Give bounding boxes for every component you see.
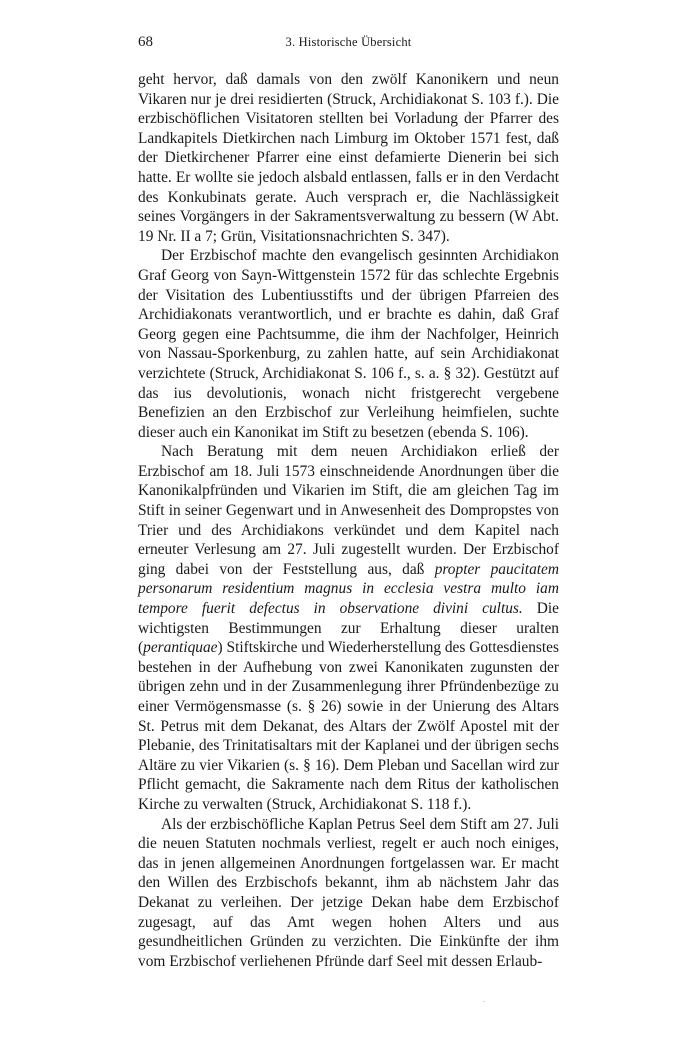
paragraph-4	[138, 815, 559, 972]
paragraph-3	[138, 442, 559, 814]
paragraph-1	[138, 70, 559, 246]
latin-term: perantiquae	[143, 639, 218, 657]
page-speck	[483, 1001, 485, 1002]
paragraph-text: Als der erzbischöfliche Kaplan Petrus Seel dem Stift am 27. Juli die neuen Statuten nochmals verliest, regelt er auch noch einiges, das in jenen allgemeinen Anordnungen fortgelassen war. Er macht den Willen des Erzbischofs bekannt, ihm ab nächstem Jahr das Dekanat zu verleihen. Der jetzige Dekan habe dem Erzbischof zugesagt, auf das Amt wegen hohen Alters und aus gesundheitlichen Gründen zu verzichten. Die Einkünfte der ihm vom Erzbischof verliehenen Pfründe darf Seel mit dessen Erlaub-	[138, 815, 559, 970]
latin-quotation: propter paucitatem personarum residentium magnus in ecclesia vestra multo iam tempore fuerit defectus in observatione divini cultus.	[138, 560, 559, 618]
paragraph-text: geht hervor, daß damals von den zwölf Kanonikern und neun Vikaren nur je drei residierten (Struck, Archidiakonat S. 103 f.). Die erzbischöflichen Visitatoren stellten bei Vorladung der Pfarrer des Landkapitels Dietkirchen nach Limburg im Oktober 1571 fest, daß der Dietkirchener Pfarrer eine einst defamierte Dienerin bei sich hatte. Er wollte sie jedoch alsbald entlassen, falls er in den Verdacht des Konkubinats gerate. Auch versprach er, die Nachlässigkeit seines Vorgängers in der Sakramentsverwaltung zu bessern (W Abt. 19 Nr. II a 7; Grün, Visitationsnachrichten S. 347).	[138, 71, 559, 245]
paragraph-text: ) Stiftskirche und Wiederherstellung des Gottesdienstes bestehen in der Aufhebung von zwei Kanonikaten zugunsten der übrigen zehn und in der Zusammenlegung ihrer Pfründenbezüge zu einer Vermögensmasse (s. § 26) sowie in der Unierung des Altars St. Petrus mit dem Dekanat, des Altars der Zwölf Apostel mit der Plebanie, des Trinitatisaltars mit der Kaplanei und der übrigen sechs Altäre zu vier Vikarien (s. § 16). Dem Pleban und Sacellan wird zur Pflicht gemacht, die Sakramente nach dem Ritus der katholischen Kirche zu verwalten (Struck, Archidiakonat S. 118 f.).	[138, 639, 559, 813]
paragraph-text: Nach Beratung mit dem neuen Archidiakon erließ der Erzbischof am 18. Juli 1573 einschneidende Anordnungen über die Kanonikalpfründen und Vikarien im Stift, die am gleichen Tag im Stift in seiner Gegenwart und in Anwesenheit des Dompropstes von Trier und des Archidiakons verkündet und dem Kapitel nach erneuter Verlesung am 27. Juli zugestellt wurden. Der Erzbischof ging dabei von der Feststellung aus, daß	[138, 443, 559, 578]
page-header	[138, 34, 559, 56]
body-text	[138, 70, 559, 971]
page-number: 68	[138, 34, 153, 50]
paragraph-text: Der Erzbischof machte den evangelisch gesinnten Archidiakon Graf Georg von Sayn-Wittgenstein 1572 für das schlechte Ergebnis der Visitation des Lubentiusstifts und der übrigen Pfarreien des Archidiakonats verantwortlich, und er brachte es dahin, daß Graf Georg gegen eine Pachtsumme, die ihm der Nachfolger, Heinrich von Nassau-Sporkenburg, zu zahlen hatte, auf sein Archidiakonat verzichtete (Struck, Archidiakonat S. 106 f., s. a. § 32). Gestützt auf das ius devolutionis, wonach nicht fristgerecht vergebene Benefizien an den Erzbischof zur Verleihung heimfielen, suchte dieser auch ein Kanonikat im Stift zu besetzen (ebenda S. 106).	[138, 247, 559, 441]
paragraph-text: Die wichtigsten Bestimmungen zur Erhaltung dieser uralten (	[138, 600, 559, 657]
running-title: 3. Historische Übersicht	[285, 35, 412, 49]
paragraph-2	[138, 246, 559, 442]
